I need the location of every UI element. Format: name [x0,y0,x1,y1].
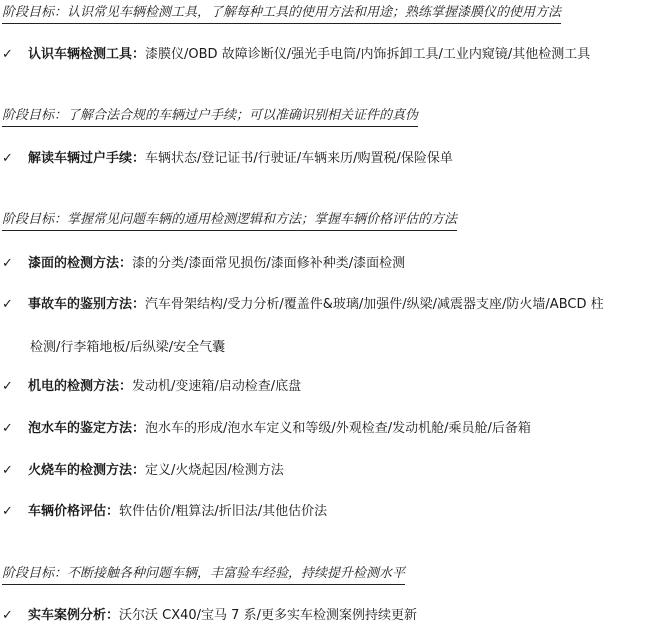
item-label: 解读车辆过户手续： [28,151,146,166]
item-detail: 发动机/变速箱/启动检查/底盘 [132,379,302,394]
item-detail: 沃尔沃 CX40/宝马 7 系/更多实车检测案例持续更新 [119,608,417,623]
item-label: 车辆价格评估： [28,504,120,519]
item-label: 认识车辆检测工具： [28,47,146,62]
stage-goal-title: 阶段目标：了解合法合规的车辆过户手续；可以准确识别相关证件的真伪 [2,107,418,127]
checkmark-icon: ✓ [2,47,13,62]
list-item [2,503,658,521]
checkmark-icon: ✓ [2,463,13,478]
item-detail-continuation: 检测/行李箱地板/后纵梁/安全气囊 [30,340,226,355]
item-detail: 漆的分类/漆面常见损伤/漆面修补种类/漆面检测 [132,256,406,271]
checkmark-icon: ✓ [2,504,13,519]
item-label: 事故车的鉴别方法： [28,297,146,312]
stage-goal-title: 阶段目标：认识常见车辆检测工具，了解每种工具的使用方法和用途；熟练掌握漆膜仪的使用方法 [2,4,561,24]
item-detail: 泡水车的形成/泡水车定义和等级/外观检查/发动机舱/乘员舱/后备箱 [145,421,531,436]
list-item [2,296,658,314]
item-detail: 车辆状态/登记证书/行驶证/车辆来历/购置税/保险保单 [145,151,453,166]
item-label: 实车案例分析： [28,608,120,623]
checkmark-icon: ✓ [2,256,13,271]
item-label: 漆面的检测方法： [28,256,133,271]
checkmark-icon: ✓ [2,421,13,436]
item-detail: 汽车骨架结构/受力分析/覆盖件&玻璃/加强件/纵梁/减震器支座/防火墙/ABCD 柱 [145,297,604,312]
list-item [2,46,658,64]
item-detail: 软件估价/粗算法/折旧法/其他估价法 [119,504,328,519]
list-item [2,462,658,480]
list-item [2,378,658,396]
item-detail: 漆膜仪/OBD 故障诊断仪/强光手电筒/内饰拆卸工具/工业内窥镜/其他检测工具 [145,47,591,62]
list-item [2,607,658,625]
checkmark-icon: ✓ [2,151,13,166]
list-item [2,255,658,273]
list-item [2,150,658,168]
checkmark-icon: ✓ [2,608,13,623]
list-item [2,420,658,438]
item-label: 火烧车的检测方法： [28,463,146,478]
checkmark-icon: ✓ [2,379,13,394]
stage-goal-title: 阶段目标：不断接触各种问题车辆，丰富验车经验，持续提升检测水平 [2,565,405,585]
item-detail: 定义/火烧起因/检测方法 [145,463,284,478]
item-label: 泡水车的鉴定方法： [28,421,146,436]
stage-goal-title: 阶段目标：掌握常见问题车辆的通用检测逻辑和方法；掌握车辆价格评估的方法 [2,211,457,231]
item-label: 机电的检测方法： [28,379,133,394]
checkmark-icon: ✓ [2,297,13,312]
